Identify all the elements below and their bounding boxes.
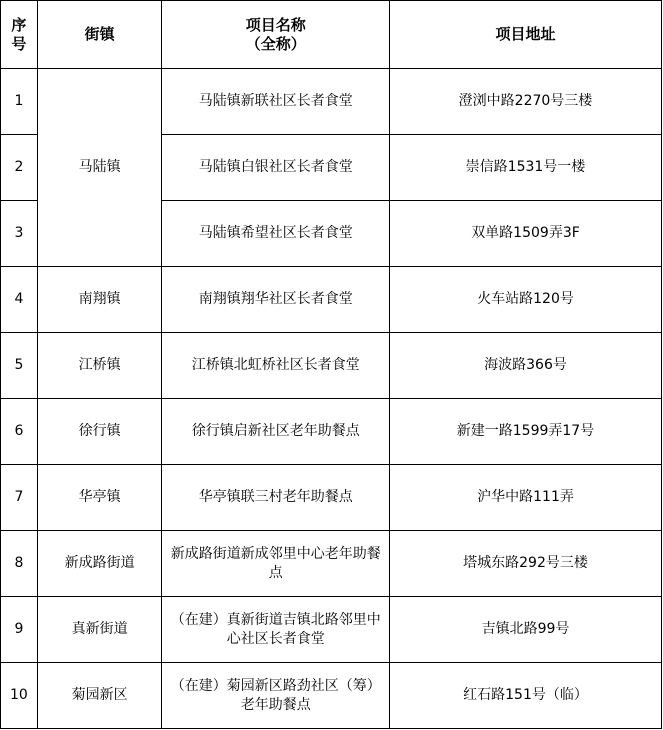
row-address: 双单路1509弄3F — [389, 201, 661, 267]
row-name: （在建）真新街道吉镇北路邻里中心社区长者食堂 — [162, 597, 390, 663]
table-row — [1, 531, 662, 597]
row-address: 新建一路1599弄17号 — [389, 399, 661, 465]
row-street: 南翔镇 — [37, 267, 162, 333]
header-row — [1, 1, 662, 69]
row-address: 崇信路1531号一楼 — [389, 135, 661, 201]
row-street: 真新街道 — [37, 597, 162, 663]
header-name-line1: 项目名称 — [245, 15, 306, 34]
row-no: 9 — [1, 597, 38, 663]
row-no: 4 — [1, 267, 38, 333]
row-name: 华亭镇联三村老年助餐点 — [162, 465, 390, 531]
table-row — [1, 597, 662, 663]
row-address: 火车站路120号 — [389, 267, 661, 333]
row-name: （在建）菊园新区路劲社区（筹）老年助餐点 — [162, 663, 390, 729]
row-no: 10 — [1, 663, 38, 729]
row-street: 马陆镇 — [37, 69, 162, 267]
row-street: 华亭镇 — [37, 465, 162, 531]
table-row — [1, 333, 662, 399]
table-row — [1, 465, 662, 531]
row-name: 马陆镇新联社区长者食堂 — [162, 69, 390, 135]
row-street: 新成路街道 — [37, 531, 162, 597]
row-name: 马陆镇希望社区长者食堂 — [162, 201, 390, 267]
row-street: 江桥镇 — [37, 333, 162, 399]
header-name-line2: （全称） — [245, 34, 306, 53]
row-no: 2 — [1, 135, 38, 201]
row-no: 7 — [1, 465, 38, 531]
row-no: 3 — [1, 201, 38, 267]
row-address: 海波路366号 — [389, 333, 661, 399]
row-name: 徐行镇启新社区老年助餐点 — [162, 399, 390, 465]
row-address: 红石路151号（临） — [389, 663, 661, 729]
row-address: 塔城东路292号三楼 — [389, 531, 661, 597]
row-name: 马陆镇白银社区长者食堂 — [162, 135, 390, 201]
row-no: 5 — [1, 333, 38, 399]
header-no: 序号 — [1, 1, 38, 69]
table-row — [1, 69, 662, 135]
header-name — [162, 1, 390, 69]
row-no: 8 — [1, 531, 38, 597]
header-street: 街镇 — [37, 1, 162, 69]
row-address: 吉镇北路99号 — [389, 597, 661, 663]
row-address: 澄浏中路2270号三楼 — [389, 69, 661, 135]
table-row — [1, 399, 662, 465]
row-street: 徐行镇 — [37, 399, 162, 465]
row-name: 江桥镇北虹桥社区长者食堂 — [162, 333, 390, 399]
row-no: 6 — [1, 399, 38, 465]
row-name: 新成路街道新成邻里中心老年助餐点 — [162, 531, 390, 597]
table-row — [1, 267, 662, 333]
table-row — [1, 663, 662, 729]
row-street: 菊园新区 — [37, 663, 162, 729]
row-name: 南翔镇翔华社区长者食堂 — [162, 267, 390, 333]
header-address: 项目地址 — [389, 1, 661, 69]
row-address: 沪华中路111弄 — [389, 465, 661, 531]
row-no: 1 — [1, 69, 38, 135]
